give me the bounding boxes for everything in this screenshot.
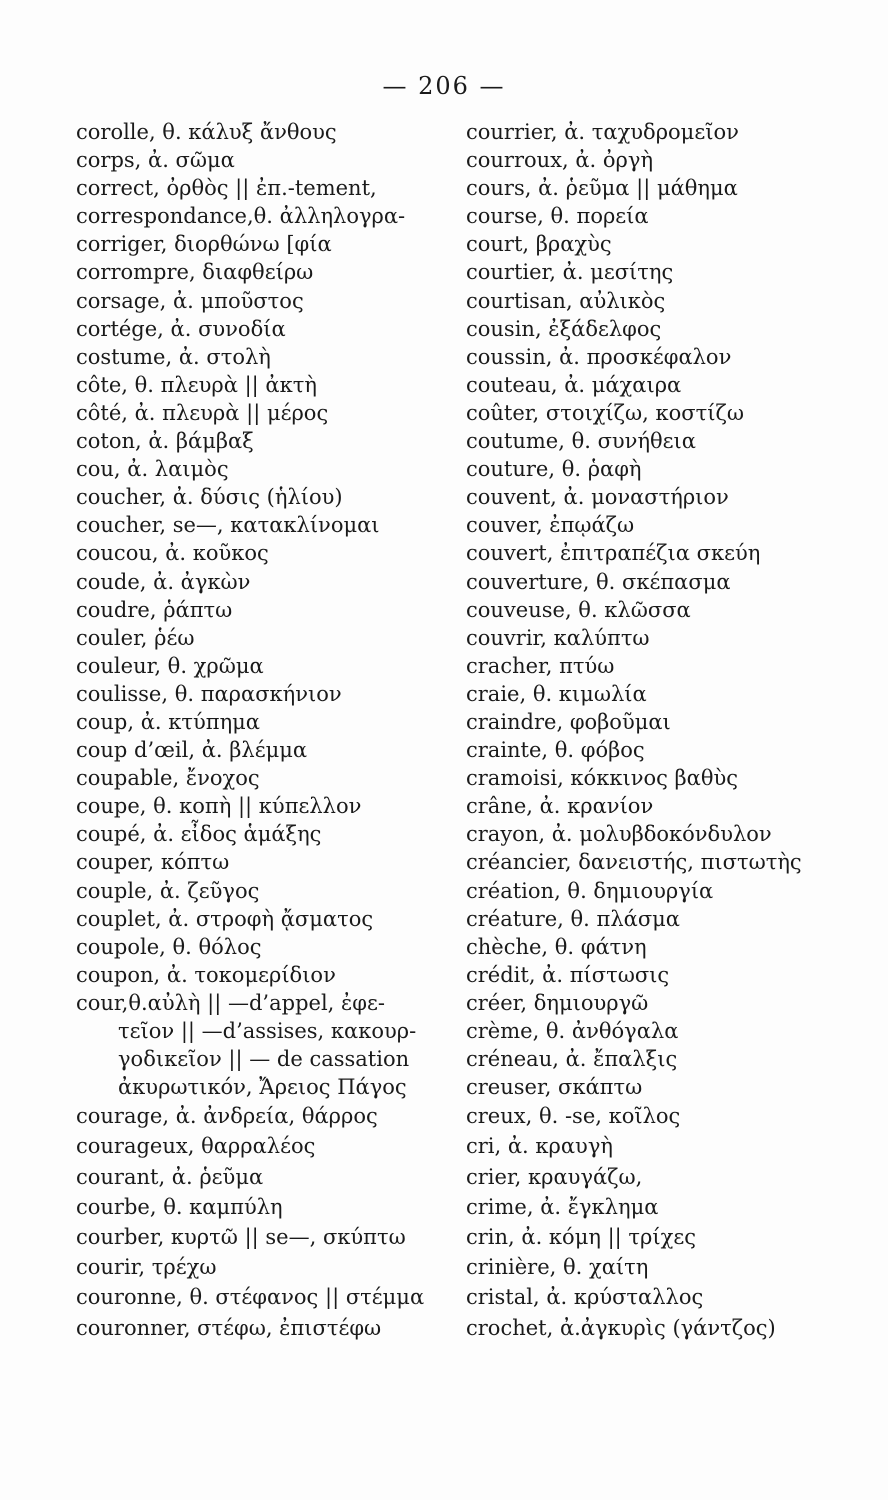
left-column [76,118,448,1343]
dictionary-entry: crainte, θ. φόβος [466,738,645,763]
dictionary-entry: couronne, θ. στέφανος || στέμμα [76,1285,425,1310]
dictionary-entry: couverture, θ. σκέπασμα [466,569,731,594]
dictionary-entry: coup, ἀ. κτύπημα [76,709,260,734]
dictionary-entry: cri, ἀ. κραυγὴ [466,1134,613,1159]
dictionary-entry: τεῖον || —d’assises, κακουρ- [118,1019,417,1043]
dictionary-entry: corrompre, διαφθείρω [76,260,314,285]
dictionary-entry: cou, ἀ. λαιμὸς [76,457,229,482]
dictionary-entry: courtier, ἀ. μεσίτης [466,260,674,285]
dictionary-entry: ἀκυρωτικόν, Ἄρειος Πάγος [118,1075,407,1100]
dictionary-entry: cousin, ἐξάδελφος [466,316,662,341]
dictionary-entry: couler, ῥέω [76,625,195,650]
dictionary-entry: couture, θ. ῥαφὴ [466,457,642,482]
dictionary-entry: couplet, ἀ. στροφὴ ᾄσματος [76,906,374,931]
dictionary-entry: côte, θ. πλευρὰ || ἀκτὴ [76,372,317,397]
dictionary-entry: courroux, ἀ. ὀργὴ [466,148,654,173]
dictionary-entry: corolle, θ. κάλυξ ἄνθους [76,120,337,144]
dictionary-entry: cortége, ἀ. συνοδία [76,316,286,341]
dictionary-entry: coussin, ἀ. προσκέφαλον [466,344,732,369]
dictionary-entry: coucou, ἀ. κοῦκος [76,541,269,566]
dictionary-entry: cour,θ.αὐλὴ || —d’appel, ἐφε- [76,990,385,1015]
dictionary-entry: coupole, θ. θόλος [76,934,262,959]
dictionary-entry: crème, θ. ἀνθόγαλα [466,1019,679,1043]
dictionary-entry: courage, ἀ. ἀνδρεία, θάρρος [76,1104,378,1129]
dictionary-entry: corriger, διορθώνω [φία [76,232,332,257]
dictionary-entry: coupe, θ. κοπὴ || κύπελλον [76,794,362,819]
dictionary-entry: coucher, se—, κατακλίνομαι [76,513,380,538]
dictionary-entry: coulisse, θ. παρασκήνιον [76,681,342,706]
dictionary-entry: couvrir, καλύπτω [466,625,650,650]
dictionary-entry: craindre, φοβοῦμαι [466,709,671,734]
dictionary-entry: couveuse, θ. κλῶσσα [466,597,691,622]
right-column [466,118,876,1343]
dictionary-entry: crédit, ἀ. πίστωσις [466,962,670,987]
dictionary-entry: couteau, ἀ. μάχαιρα [466,372,682,397]
dictionary-entry: crochet, ἀ.ἀγκυρὶς (γάντζος) [466,1315,776,1340]
dictionary-entry: costume, ἀ. στολὴ [76,344,271,369]
dictionary-entry: chèche, θ. φάτνη [466,934,647,959]
dictionary-entry: coupable, ἔνοχος [76,766,260,791]
dictionary-entry: craie, θ. κιμωλία [466,681,647,706]
dictionary-entry: corps, ἀ. σῶμα [76,148,235,173]
dictionary-entry: couvent, ἀ. μοναστήριον [466,485,729,510]
dictionary-entry: crin, ἀ. κόμη || τρίχες [466,1225,696,1250]
page-number: — 206 — [382,72,506,100]
dictionary-entry: courber, κυρτῶ || se—, σκύπτω [76,1225,406,1250]
dictionary-entry: γοδικεῖον || — de cassation [118,1047,410,1072]
dictionary-entry: courir, τρέχω [76,1255,217,1280]
dictionary-entry: coûter, στοιχίζω, κοστίζω [466,400,744,425]
dictionary-entry: créancier, δανειστής, πιστωτὴς [466,850,802,875]
dictionary-entry: créer, δημιουργῶ [466,990,649,1015]
dictionary-entry: cramoisi, κόκκινος βαθὺς [466,766,739,791]
dictionary-entry: coupon, ἀ. τοκομερίδιον [76,962,336,987]
dictionary-entry: créature, θ. πλάσμα [466,906,680,931]
dictionary-entry: cours, ἀ. ῥεῦμα || μάθημα [466,176,738,201]
dictionary-entry: courbe, θ. καμπύλη [76,1194,283,1219]
dictionary-entry: créneau, ἀ. ἔπαλξις [466,1047,678,1072]
dictionary-entry: coton, ἀ. βάμβαξ [76,429,254,454]
dictionary-entry: cracher, πτύω [466,653,615,678]
dictionary-entry: courageux, θαρραλέος [76,1134,316,1159]
dictionary-entry: correct, ὀρθὸς || ἐπ.-tement, [76,176,377,201]
dictionary-entry: corsage, ἀ. μποῦστος [76,288,304,313]
dictionary-entry: courrier, ἀ. ταχυδρομεῖον [466,120,739,144]
dictionary-entry: cristal, ἀ. κρύσταλλος [466,1285,704,1310]
dictionary-entry: creux, θ. -se, κοῖλος [466,1104,681,1129]
dictionary-entry: crâne, ἀ. κρανίον [466,794,654,819]
dictionary-entry: course, θ. πορεία [466,204,649,229]
dictionary-entry: coupé, ἀ. εἶδος ἁμάξης [76,822,322,847]
dictionary-entry: côté, ἀ. πλευρὰ || μέρος [76,400,329,425]
dictionary-entry: couronner, στέφω, ἐπιστέφω [76,1315,382,1340]
dictionary-entry: coucher, ἀ. δύσις (ἡλίου) [76,485,343,510]
dictionary-entry: courant, ἀ. ῥεῦμα [76,1164,264,1189]
dictionary-entry: coudre, ῥάπτω [76,597,233,622]
dictionary-entry: crime, ἀ. ἔγκλημα [466,1194,659,1219]
dictionary-entry: coude, ἀ. ἀγκὼν [76,569,251,594]
dictionary-entry: coutume, θ. συνήθεια [466,429,696,454]
dictionary-entry: creuser, σκάπτω [466,1075,643,1100]
dictionary-entry: courtisan, αὐλικὸς [466,288,666,313]
dictionary-entry: crinière, θ. χαίτη [466,1255,649,1280]
dictionary-entry: coup d’œil, ἀ. βλέμμα [76,738,308,763]
dictionary-entry: crayon, ἀ. μολυβδοκόνδυλον [466,822,772,847]
dictionary-entry: couvert, ἐπιτραπέζια σκεύη [466,541,761,566]
dictionary-entry: couple, ἀ. ζεῦγος [76,878,260,903]
dictionary-entry: couver, ἐπῳάζω [466,513,635,538]
dictionary-entry: couper, κόπτω [76,850,230,875]
dictionary-entry: crier, κραυγάζω, [466,1164,643,1189]
dictionary-entry: court, βραχὺς [466,232,612,257]
dictionary-entry: couleur, θ. χρῶμα [76,653,264,678]
dictionary-entry: correspondance,θ. ἀλληλογρα- [76,204,406,229]
dictionary-entry: création, θ. δημιουργία [466,878,714,903]
